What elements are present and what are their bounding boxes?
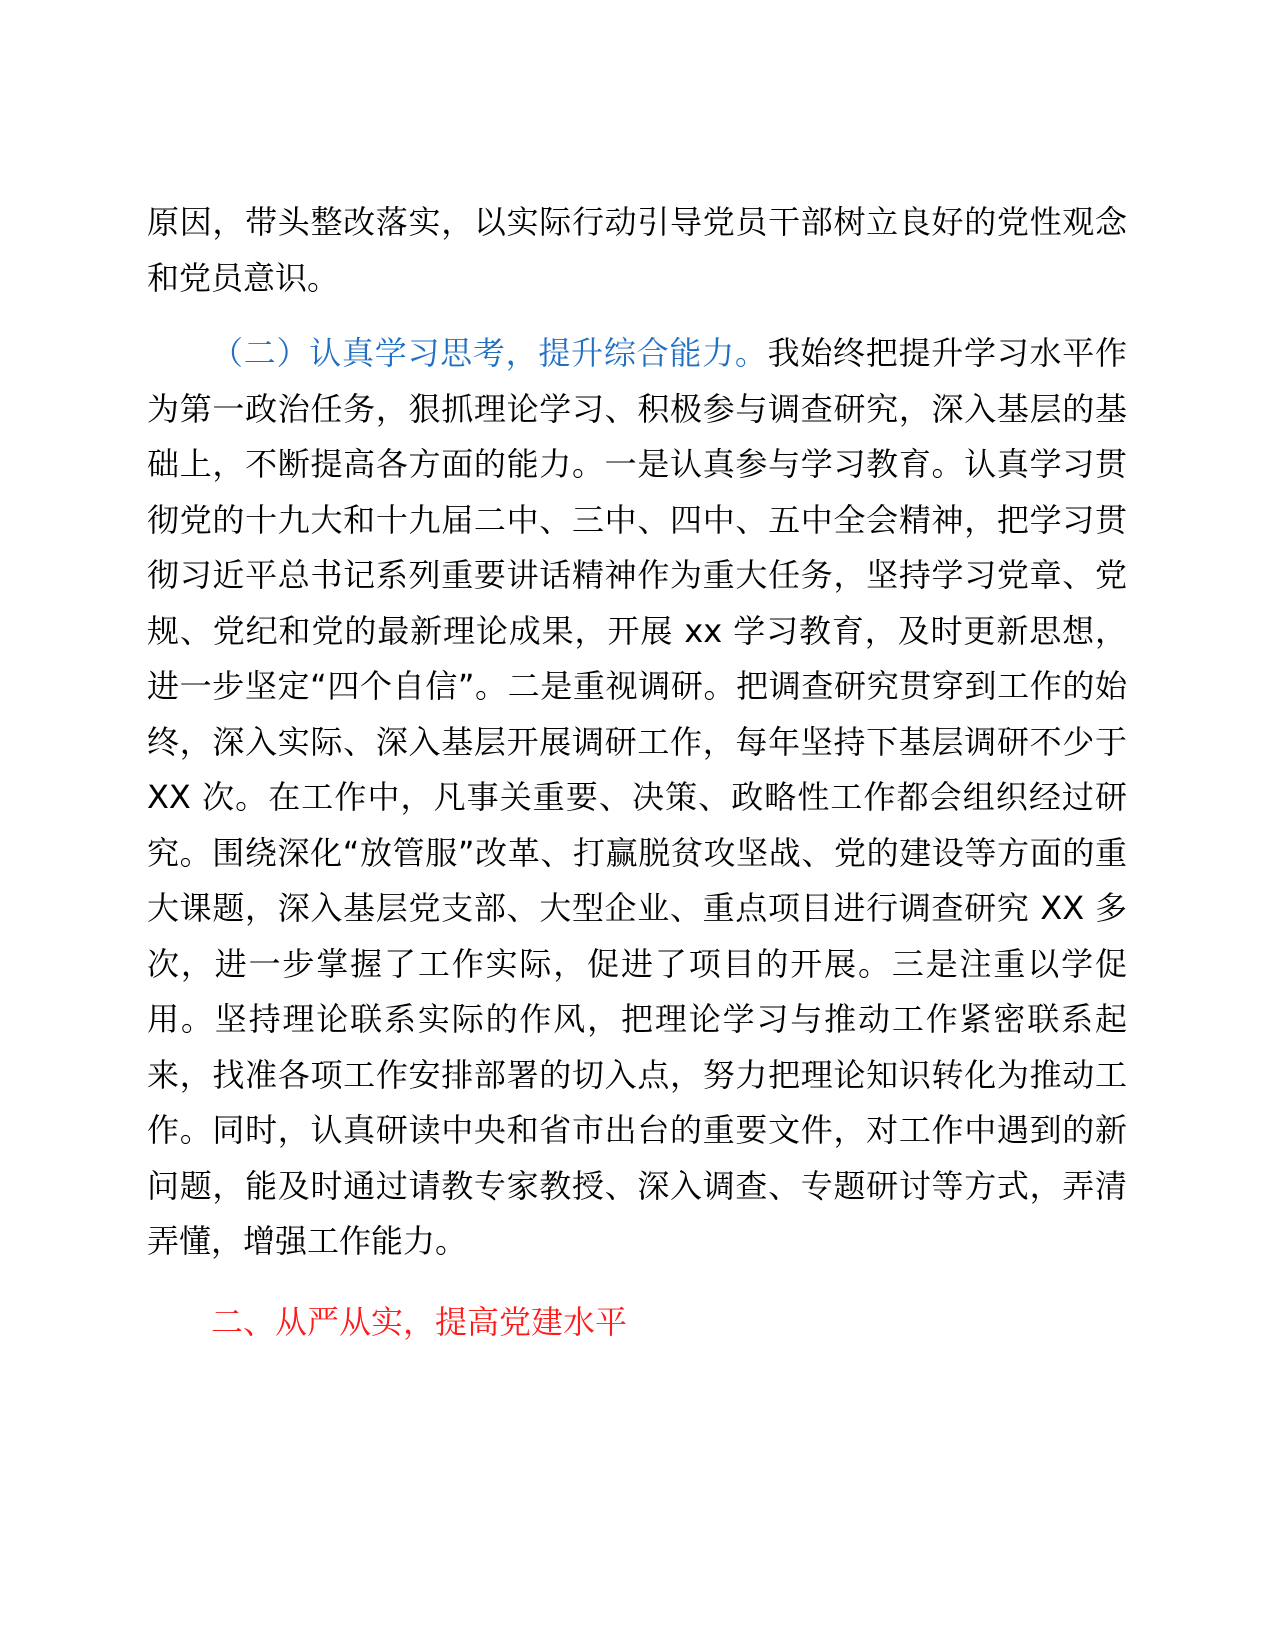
subheading-learning: （二）认真学习思考，提升综合能力。 xyxy=(211,334,768,372)
document-body xyxy=(147,195,1127,1350)
paragraph-learning-body: 我始终把提升学习水平作为第一政治任务，狠抓理论学习、积极参与调查研究，深入基层的基础上，不断提高各方面的能力。一是认真参与学习教育。认真学习贯彻党的十九大和十九届二中、三中、四中、五中全会精神，把学习贯彻习近平总书记系列重要讲话精神作为重大任务，坚持学习党章、党规、党纪和党的最新理论成果，开展 xx 学习教育，及时更新思想，进一步坚定“四个自信”。二是重视调研。把调查研究贯穿到工作的始终，深入实际、深入基层开展调研工作，每年坚持下基层调研不少于 XX 次。在工作中，凡事关重要、决策、政略性工作都会组织经过研究。围绕深化“放管服”改革、打赢脱贫攻坚战、党的建设等方面的重大课题，深入基层党支部、大型企业、重点项目进行调查研究 XX 多次，进一步掌握了工作实际，促进了项目的开展。三是注重以学促用。坚持理论联系实际的作风，把理论学习与推动工作紧密联系起来，找准各项工作安排部署的切入点，努力把理论知识转化为推动工作。同时，认真研读中央和省市出台的重要文件，对工作中遇到的新问题，能及时通过请教专家教授、深入调查、专题研讨等方式，弄清弄懂，增强工作能力。 xyxy=(147,334,1127,1260)
paragraph-learning xyxy=(147,326,1127,1270)
paragraph-continued: 原因，带头整改落实，以实际行动引导党员干部树立良好的党性观念和党员意识。 xyxy=(147,203,1127,297)
section-heading: 二、从严从实，提高党建水平 xyxy=(211,1302,628,1341)
